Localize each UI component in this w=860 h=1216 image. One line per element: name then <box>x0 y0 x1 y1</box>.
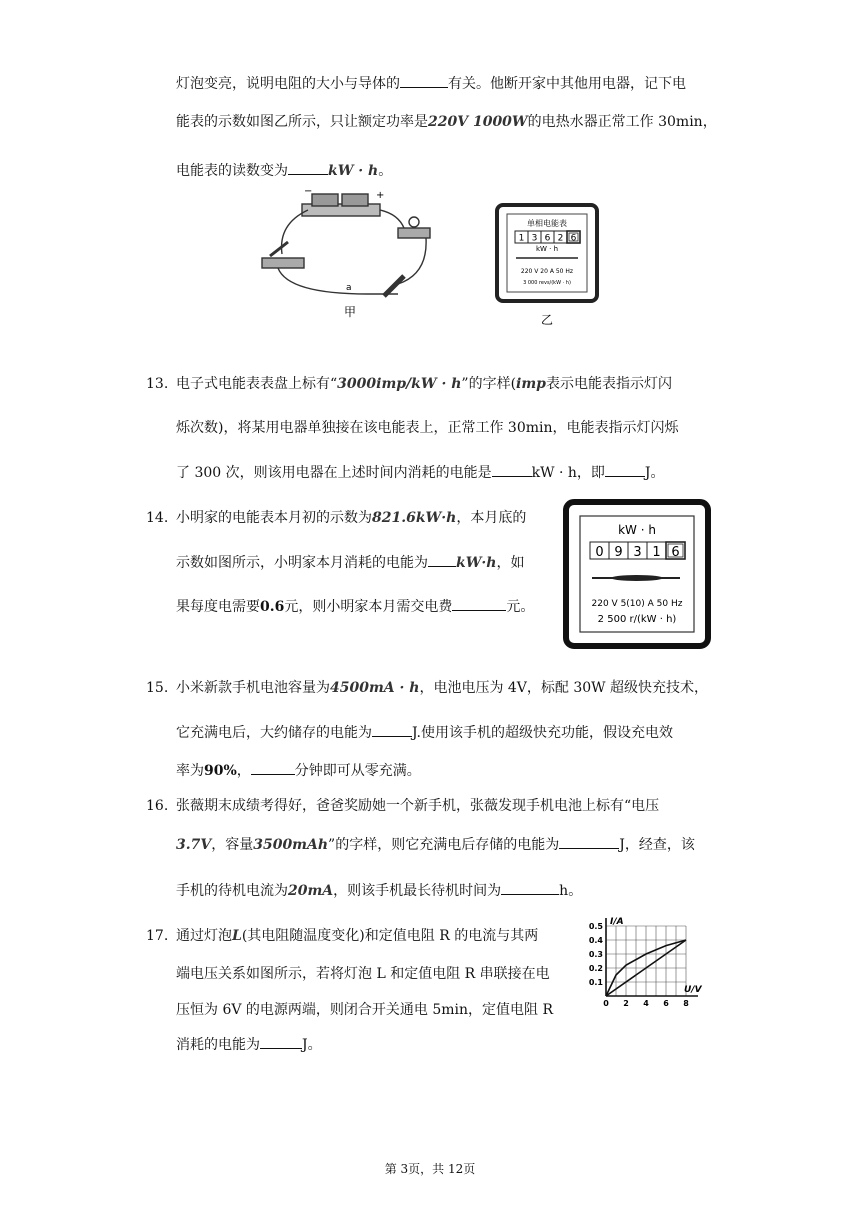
meter-figure-yi <box>494 202 604 332</box>
q14-line-1: 小明家的电能表本月初的示数为821.6kW·h，本月底的 <box>176 510 527 526</box>
question-number: 17. <box>146 928 169 944</box>
bulb <box>409 217 419 227</box>
y-tick-label: 0.3 <box>588 950 603 959</box>
q12-line-3: 电能表的读数变为 kW · h。 <box>176 160 392 181</box>
question-number: 15. <box>146 680 169 696</box>
q17-line-1: 通过灯泡L(其电阻随温度变化)和定值电阻 R 的电流与其两 <box>176 928 539 944</box>
x-tick-label: 8 <box>683 999 689 1008</box>
meter-digits <box>590 542 685 560</box>
answer-blank[interactable] <box>559 834 619 849</box>
q15-line-1: 小米新款手机电池容量为4500mA · h，电池电压为 4V，标配 30W 超级快充技术， <box>176 680 709 696</box>
answer-blank[interactable] <box>400 73 448 88</box>
y-tick-label: 0.1 <box>588 978 603 987</box>
q15-line-2: 它充满电后，大约储存的电能为 J.使用该手机的超级快充功能，假设充电效 <box>176 722 673 743</box>
x-tick-label: 4 <box>643 999 649 1008</box>
meter-digits <box>515 231 580 244</box>
x-tick-label: 6 <box>663 999 669 1008</box>
meter-unit: kW · h <box>618 523 656 537</box>
q13-line-2: 烁次数)，将某用电器单独接在该电能表上，正常工作 30min，电能表指示灯闪烁 <box>176 420 679 436</box>
resistance-wire-clip <box>384 276 404 296</box>
x-tick-label: 0 <box>603 999 609 1008</box>
answer-blank[interactable] <box>260 1034 302 1049</box>
q16-line-3: 手机的待机电流为20mA，则该手机最长待机时间为 h。 <box>176 880 582 901</box>
q13-line-3: 了 300 次，则该用电器在上述时间内消耗的电能是 kW · h，即 J。 <box>176 462 665 483</box>
y-tick-label: 0.2 <box>588 964 603 973</box>
answer-blank[interactable] <box>251 760 295 775</box>
q15-line-3: 率为90%， 分钟即可从零充满。 <box>176 760 421 781</box>
meter-digit: 6 <box>544 233 551 244</box>
meter-spec: 220 V 20 A 50 Hz <box>520 268 574 275</box>
answer-blank[interactable] <box>492 462 532 477</box>
meter-rate: 3 000 revs/(kW · h) <box>523 280 571 286</box>
iv-chart <box>584 912 724 1012</box>
q13-line-1: 电子式电能表表盘上标有“3000imp/kW · h”的字样(imp表示电能表指示灯闪 <box>176 376 672 392</box>
y-tick-label: 0.4 <box>588 936 603 945</box>
meter-rate: 2 500 r/(kW · h) <box>597 614 677 625</box>
battery-cell <box>312 194 338 206</box>
meter-title: 单相电能表 <box>527 219 567 228</box>
bulb-base <box>398 228 430 238</box>
label-a: a <box>346 283 352 293</box>
meter-digit: 1 <box>652 545 661 560</box>
circuit-figure-jia <box>248 184 448 324</box>
y-tick-label: 0.5 <box>588 922 603 931</box>
meter-digit: 9 <box>614 545 623 560</box>
meter-digit: 6 <box>671 545 680 560</box>
q12-line-2: 能表的示数如图乙所示，只让额定功率是220V 1000W的电热水器正常工作 30min， <box>176 114 717 130</box>
switch-lever <box>270 242 288 256</box>
figure-caption-yi: 乙 <box>540 313 554 327</box>
y-axis-label: I/A <box>610 917 624 927</box>
meter-spec: 220 V 5(10) A 50 Hz <box>591 599 683 609</box>
q16-line-2: 3.7V，容量3500mAh”的字样，则它充满电后存储的电能为 J，经查，该 <box>176 834 695 855</box>
x-tick-label: 2 <box>623 999 629 1008</box>
switch-base <box>262 258 304 268</box>
meter-digit: 6 <box>570 233 577 244</box>
meter-digit: 2 <box>557 233 564 244</box>
meter-digit: 1 <box>518 233 525 244</box>
meter-digit: 0 <box>595 545 604 560</box>
q14-line-3: 果每度电需要0.6元，则小明家本月需交电费 元。 <box>176 596 534 617</box>
q17-line-3: 压恒为 6V 的电源两端，则闭合开关通电 5min，定值电阻 R <box>176 1002 554 1018</box>
meter-figure-q14 <box>562 498 712 650</box>
meter-digit: 3 <box>633 545 642 560</box>
q12-line-1: 灯泡变亮，说明电阻的大小与导体的 有关。他断开家中其他用电器，记下电 <box>176 73 686 94</box>
wire <box>278 268 398 294</box>
meter-disc <box>611 575 663 581</box>
meter-digit: 3 <box>531 233 538 244</box>
q16-line-1: 张薇期末成绩考得好，爸爸奖励她一个新手机，张薇发现手机电池上标有“电压 <box>176 798 660 814</box>
answer-blank[interactable] <box>501 880 559 895</box>
answer-blank[interactable] <box>605 462 645 477</box>
chart-grid <box>606 926 686 996</box>
plus-sign: + <box>376 190 385 201</box>
question-number: 16. <box>146 798 169 814</box>
x-axis-label: U/V <box>684 985 702 995</box>
q14-line-2: 示数如图所示，小明家本月消耗的电能为 kW·h，如 <box>176 552 524 573</box>
q17-line-2: 端电压关系如图所示，若将灯泡 L 和定值电阻 R 串联接在电 <box>176 966 550 982</box>
answer-blank[interactable] <box>428 552 456 567</box>
page-footer: 第 3页，共 12页 <box>384 1162 476 1176</box>
figure-caption-jia: 甲 <box>344 305 357 319</box>
answer-blank[interactable] <box>288 160 328 175</box>
question-number: 14. <box>146 510 169 526</box>
answer-blank[interactable] <box>372 722 412 737</box>
answer-blank[interactable] <box>452 596 506 611</box>
chart-ticks <box>589 922 689 1008</box>
meter-unit: kW · h <box>535 245 559 253</box>
question-number: 13. <box>146 376 169 392</box>
battery-cell <box>342 194 368 206</box>
q17-line-4: 消耗的电能为 J。 <box>176 1034 322 1055</box>
minus-sign: − <box>304 186 313 197</box>
wire <box>380 210 404 228</box>
